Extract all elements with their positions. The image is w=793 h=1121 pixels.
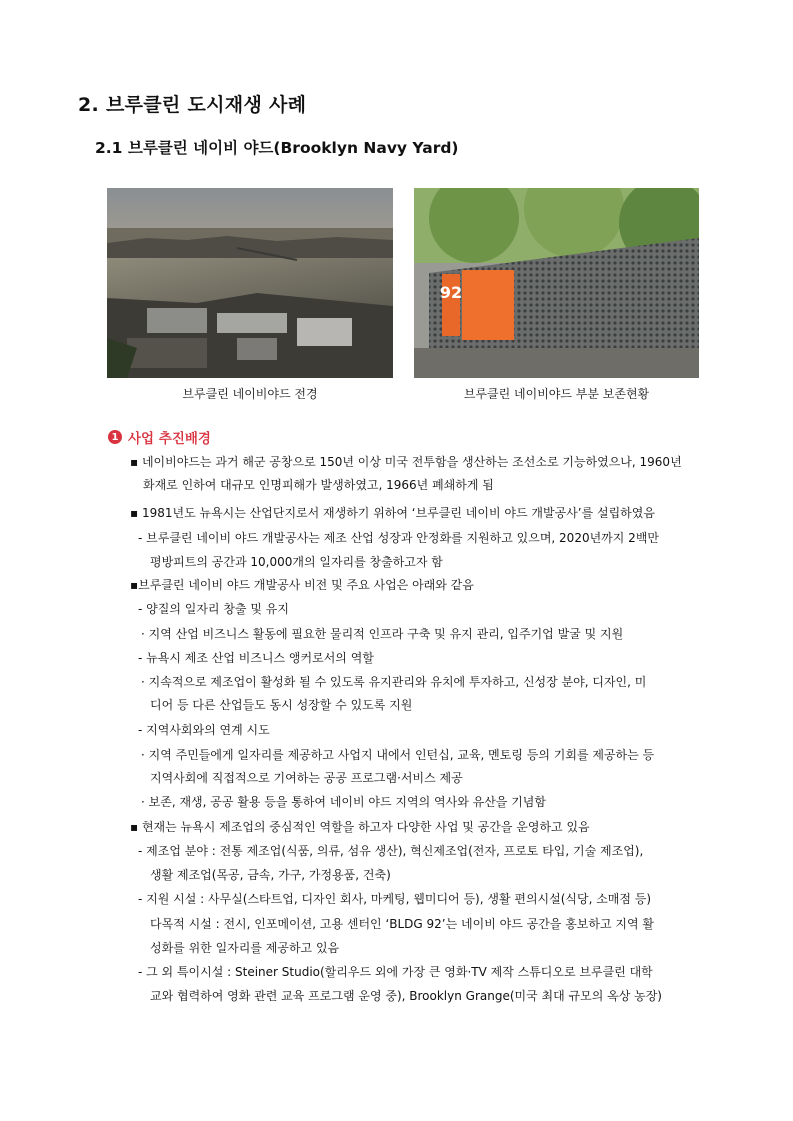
text-line: 성화를 위한 일자리를 제공하고 있음 — [150, 941, 340, 955]
section-title-text: 사업 추진배경 — [128, 431, 211, 447]
text-line: 평방피트의 공간과 10,000개의 일자리를 창출하고자 함 — [150, 555, 443, 569]
section-title — [108, 427, 211, 447]
text-line: 디어 등 다른 산업들도 동시 성장할 수 있도록 지원 — [150, 698, 413, 712]
text-line: · 지역 산업 비즈니스 활동에 필요한 물리적 인프라 구축 및 유지 관리, 입주기업 발굴 및 지원 — [141, 627, 624, 641]
text-line: ▪브루클린 네이비 야드 개발공사 비전 및 주요 사업은 아래와 같음 — [130, 578, 474, 592]
text-line: 지역사회에 직접적으로 기여하는 공공 프로그램·서비스 제공 — [150, 771, 463, 785]
text-line: - 지역사회와의 연계 시도 — [138, 723, 270, 737]
text-line: - 브루클린 네이비 야드 개발공사는 제조 산업 성장과 안정화를 지원하고 있으며, 2020년까지 2백만 — [138, 531, 659, 545]
signage-photo — [414, 188, 699, 378]
aerial-photo-caption: 브루클린 네이비야드 전경 — [182, 387, 318, 401]
sign-number: 92 — [439, 283, 463, 302]
text-line: 다목적 시설 : 전시, 인포메이션, 고용 센터인 ‘BLDG 92’는 네이비 야드 공간을 홍보하고 지역 활 — [150, 917, 654, 931]
section-number-badge: 1 — [108, 430, 122, 444]
page-heading: 2. 브루클린 도시재생 사례 — [78, 94, 307, 116]
section-subheading: 2.1 브루클린 네이비 야드(Brooklyn Navy Yard) — [95, 139, 459, 157]
text-line: - 지원 시설 : 사무실(스타트업, 디자인 회사, 마케팅, 웹미디어 등), 생활 편의시설(식당, 소매점 등) — [138, 892, 652, 906]
text-line: 화재로 인하여 대규모 인명피해가 발생하였고, 1966년 폐쇄하게 됨 — [143, 478, 494, 492]
text-line: - 그 외 특이시설 : Steiner Studio(할리우드 외에 가장 큰 영화·TV 제작 스튜디오로 브루클린 대학 — [138, 965, 653, 979]
text-line: ▪ 현재는 뉴욕시 제조업의 중심적인 역할을 하고자 다양한 사업 및 공간을 운영하고 있음 — [130, 820, 590, 834]
signage-photo-caption: 브루클린 네이비야드 부분 보존현황 — [463, 387, 650, 401]
text-line: 생활 제조업(목공, 금속, 가구, 가정용품, 건축) — [150, 868, 391, 882]
text-line: ▪ 1981년도 뉴욕시는 산업단지로서 재생하기 위하여 ‘브루클린 네이비 야드 개발공사’를 설립하였음 — [130, 506, 655, 520]
text-line: ▪ 네이비야드는 과거 해군 공창으로 150년 이상 미국 전투함을 생산하는 조선소로 기능하였으나, 1960년 — [130, 455, 682, 469]
text-line: - 제조업 분야 : 전통 제조업(식품, 의류, 섬유 생산), 혁신제조업(전자, 프로토 타입, 기술 제조업), — [138, 844, 644, 858]
text-line: - 뉴욕시 제조 산업 비즈니스 앵커로서의 역할 — [138, 651, 374, 665]
aerial-photo — [107, 188, 393, 378]
text-line: 교와 협력하여 영화 관련 교육 프로그램 운영 중), Brooklyn Grange(미국 최대 규모의 옥상 농장) — [150, 989, 662, 1003]
text-line: · 지역 주민들에게 일자리를 제공하고 사업지 내에서 인턴십, 교육, 멘토링 등의 기회를 제공하는 등 — [141, 748, 655, 762]
text-line: · 보존, 재생, 공공 활용 등을 통하여 네이비 야드 지역의 역사와 유산을 기념함 — [141, 795, 546, 809]
text-line: - 양질의 일자리 창출 및 유지 — [138, 602, 289, 616]
text-line: · 지속적으로 제조업이 활성화 될 수 있도록 유지관리와 유치에 투자하고, 신성장 분야, 디자인, 미 — [141, 675, 647, 689]
